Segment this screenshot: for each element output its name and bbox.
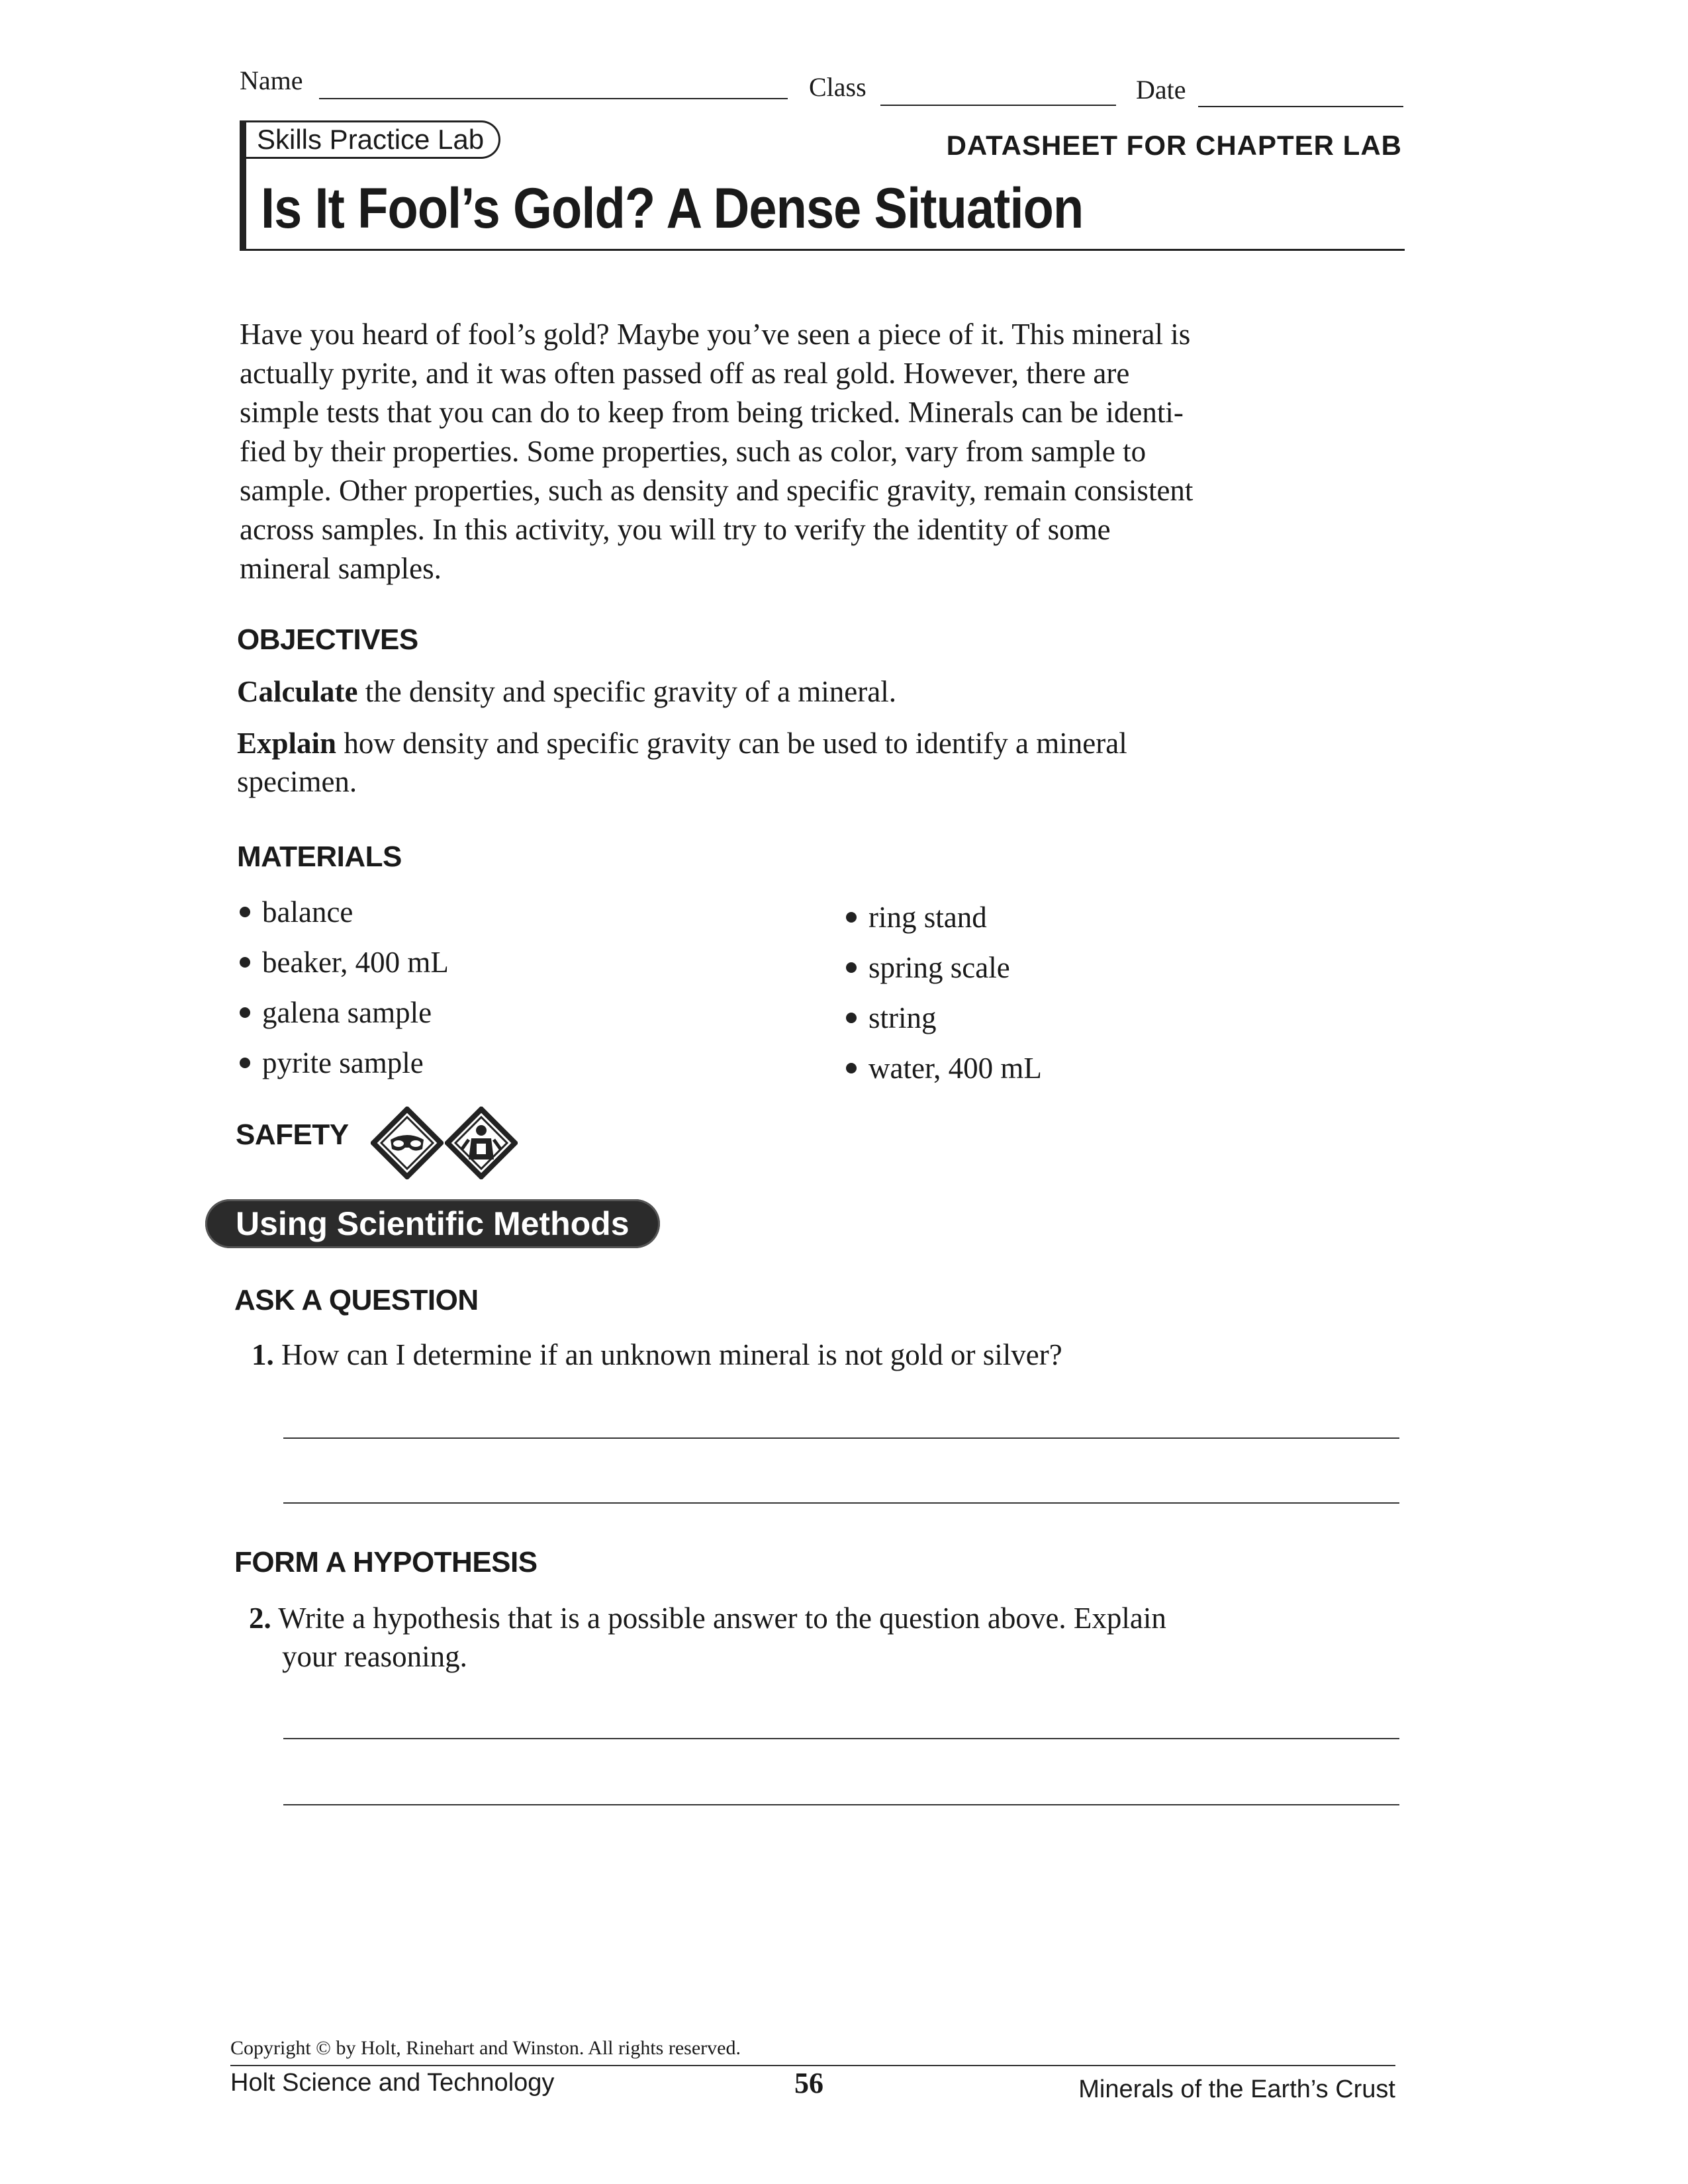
name-label: Name — [240, 66, 303, 95]
footer-book-title: Holt Science and Technology — [230, 2069, 555, 2097]
list-item — [846, 1043, 1042, 1093]
materials-list-left — [240, 887, 449, 1088]
materials-list-right — [846, 892, 1042, 1093]
bullet-icon — [846, 912, 857, 923]
hypothesis-heading: FORM A HYPOTHESIS — [234, 1546, 538, 1578]
bullet-icon — [846, 1013, 857, 1023]
material-label: water, 400 mL — [868, 1052, 1042, 1085]
copyright-notice: Copyright © by Holt, Rinehart and Winston. All rights reserved. — [230, 2037, 741, 2059]
materials-heading: MATERIALS — [237, 841, 402, 873]
intro-line: Have you heard of fool’s gold? Maybe you’ve seen a piece of it. This mineral is — [240, 318, 1191, 351]
objective-verb: Calculate — [237, 675, 358, 708]
intro-line: actually pyrite, and it was often passed off as real gold. However, there are — [240, 357, 1130, 390]
intro-line: fied by their properties. Some properties, such as color, vary from sample to — [240, 435, 1147, 468]
material-label: balance — [262, 895, 353, 929]
objective-text-continued: specimen. — [237, 765, 357, 798]
list-item — [240, 887, 449, 937]
material-label: ring stand — [868, 901, 987, 934]
safety-heading: SAFETY — [236, 1118, 349, 1151]
class-label: Class — [809, 72, 867, 102]
intro-line: across samples. In this activity, you will try to verify the identity of some — [240, 513, 1111, 546]
question-text: How can I determine if an unknown mineral is not gold or silver? — [281, 1338, 1062, 1371]
datasheet-label: DATASHEET FOR CHAPTER LAB — [946, 130, 1402, 161]
date-label: Date — [1136, 75, 1186, 105]
bullet-icon — [240, 1058, 250, 1068]
objectives-heading: OBJECTIVES — [237, 623, 418, 656]
bullet-icon — [240, 1007, 250, 1018]
bullet-icon — [846, 962, 857, 973]
intro-paragraph — [240, 315, 1391, 588]
objective-text: the density and specific gravity of a mineral. — [357, 675, 896, 708]
answer-line-2b[interactable] — [283, 1804, 1399, 1805]
header-left-bar — [240, 120, 246, 250]
bullet-icon — [846, 1063, 857, 1073]
page-number: 56 — [794, 2067, 823, 2099]
question-text: Write a hypothesis that is a possible answer to the question above. Explain — [278, 1602, 1166, 1635]
list-item — [846, 993, 1042, 1043]
answer-line-1a[interactable] — [283, 1437, 1399, 1439]
intro-line: mineral samples. — [240, 552, 442, 585]
lab-header — [240, 120, 1405, 259]
objective-item — [237, 724, 1127, 801]
list-item — [240, 1038, 449, 1088]
name-field[interactable] — [319, 98, 788, 99]
class-field[interactable] — [880, 105, 1116, 106]
lab-apron-icon — [445, 1107, 518, 1179]
material-label: spring scale — [868, 951, 1010, 984]
list-item — [846, 942, 1042, 993]
question-2 — [249, 1599, 1166, 1676]
objective-text: how density and specific gravity can be used to identify a mineral — [336, 727, 1127, 760]
list-item — [846, 892, 1042, 942]
material-label: beaker, 400 mL — [262, 946, 449, 979]
list-item — [240, 987, 449, 1038]
lab-type-tab: Skills Practice Lab — [246, 120, 500, 159]
material-label: pyrite sample — [262, 1046, 424, 1079]
list-item — [240, 937, 449, 987]
question-number: 1. — [252, 1338, 274, 1371]
question-text-continued: your reasoning. — [282, 1640, 467, 1673]
material-label: galena sample — [262, 996, 432, 1029]
header-bottom-rule — [240, 249, 1405, 251]
material-label: string — [868, 1001, 937, 1034]
intro-line: simple tests that you can do to keep from being tricked. Minerals can be identi- — [240, 396, 1184, 429]
objective-item — [237, 672, 896, 711]
eye-protection-icon — [371, 1107, 444, 1179]
objective-verb: Explain — [237, 727, 337, 760]
answer-line-1b[interactable] — [283, 1502, 1399, 1504]
bullet-icon — [240, 907, 250, 917]
intro-line: sample. Other properties, such as density and specific gravity, remain consistent — [240, 474, 1194, 507]
scientific-methods-banner: Using Scientific Methods — [205, 1199, 660, 1248]
footer-chapter-title: Minerals of the Earth’s Crust — [1078, 2075, 1395, 2103]
page-title: Is It Fool’s Gold? A Dense Situation — [261, 177, 1084, 240]
date-field[interactable] — [1198, 106, 1403, 107]
answer-line-2a[interactable] — [283, 1738, 1399, 1739]
question-1 — [252, 1336, 1062, 1374]
question-number: 2. — [249, 1602, 271, 1635]
ask-question-heading: ASK A QUESTION — [234, 1284, 479, 1316]
bullet-icon — [240, 957, 250, 968]
